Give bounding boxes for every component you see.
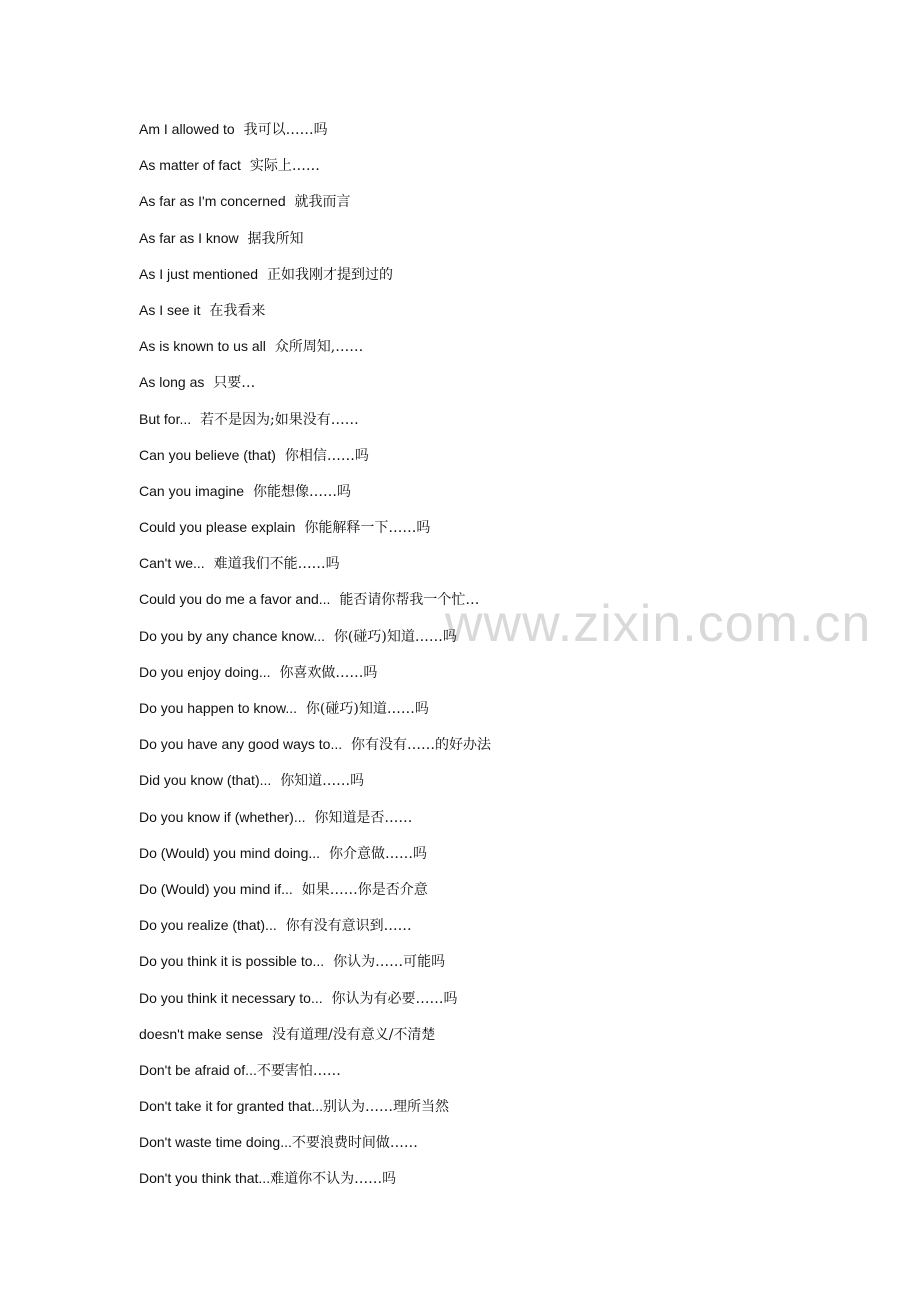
phrase-english: As I just mentioned [139,265,259,282]
phrase-row [139,116,491,152]
phrase-row [139,152,491,188]
phrase-separator [323,991,332,1007]
phrase-row [139,659,491,695]
phrase-chinese: 你认为……可能吗 [333,954,446,971]
phrase-chinese: 只要… [213,375,256,392]
phrase-row [139,623,491,659]
phrase-row [139,876,491,912]
phrase-separator [277,918,286,934]
phrase-english: As is known to us all [139,338,266,355]
phrase-chinese: 你喜欢做……吗 [279,664,378,681]
phrase-chinese: 实际上…… [249,158,320,175]
phrase-english: Do you think it is possible to... [139,953,325,970]
phrase-chinese: 正如我刚才提到过的 [266,266,393,283]
phrase-english: doesn't make sense [139,1025,264,1042]
phrase-row [139,1021,491,1057]
phrase-chinese: 别认为……理所当然 [323,1099,449,1116]
phrase-separator [286,194,295,210]
phrase-row [139,767,491,803]
phrase-row [139,1165,491,1201]
phrase-english: Do (Would) you mind if... [139,880,293,897]
phrase-english: Don't take it for granted that... [139,1098,323,1115]
phrase-chinese: 你知道是否…… [314,809,413,826]
phrase-english: Don't be afraid of... [139,1061,257,1078]
phrase-chinese: 你知道……吗 [280,773,365,790]
phrase-english: As matter of fact [139,157,241,174]
phrase-english: Do (Would) you mind doing... [139,844,321,861]
phrase-row [139,369,491,405]
phrase-english: Am I allowed to [139,121,235,137]
phrase-row [139,188,491,224]
phrase-english: Do you think it necessary to... [139,989,323,1006]
phrase-separator [205,556,214,572]
phrase-row [139,586,491,622]
phrase-chinese: 难道你不认为……吗 [270,1171,397,1188]
phrase-row [139,1057,491,1093]
phrase-row [139,912,491,948]
phrase-separator [204,375,213,391]
phrase-english: Can you believe (that) [139,446,276,463]
phrase-chinese: 能否请你帮我一个忙… [339,592,480,609]
phrase-english: Can't we... [139,555,205,572]
phrase-row [139,550,491,586]
phrase-row [139,804,491,840]
phrase-english: As long as [139,374,205,391]
phrase-chinese: 在我看来 [209,302,266,319]
phrase-row [139,840,491,876]
phrase-row [139,1129,491,1165]
phrase-separator [293,882,302,898]
phrase-english: As far as I know [139,229,239,246]
phrase-separator [266,339,275,355]
phrase-english: Did you know (that)... [139,772,272,789]
phrase-separator [325,629,334,645]
phrase-chinese: 你(碰巧)知道……吗 [305,701,429,717]
phrase-english: Don't you think that... [139,1170,271,1187]
phrase-chinese: 你能解释一下……吗 [304,520,431,537]
phrase-chinese: 若不是因为;如果没有…… [200,411,359,428]
phrase-chinese: 你有没有意识到…… [285,918,412,935]
phrase-row [139,442,491,478]
phrase-row [139,225,491,261]
phrase-row [139,406,491,442]
phrase-separator [263,1027,272,1043]
phrase-separator [235,122,244,138]
phrase-chinese: 难道我们不能……吗 [213,556,340,573]
phrase-chinese: 不要害怕…… [256,1062,341,1079]
phrase-separator [191,412,200,428]
phrase-row [139,297,491,333]
phrase-english: As far as I'm concerned [139,193,286,210]
phrase-chinese: 你认为有必要……吗 [331,990,458,1007]
phrase-row [139,695,491,731]
phrase-chinese: 如果……你是否介意 [301,881,428,898]
phrase-separator [276,448,285,464]
phrase-row [139,478,491,514]
phrase-separator [241,158,250,174]
phrase-separator [297,701,306,717]
phrase-english: Do you enjoy doing... [139,663,271,680]
phrase-chinese: 就我而言 [294,194,351,211]
phrase-separator [271,773,280,789]
phrase-separator [324,954,333,970]
phrase-separator [244,484,253,500]
phrase-row [139,1093,491,1129]
phrase-chinese: 你能想像……吗 [252,483,351,500]
phrase-list [139,116,491,1202]
phrase-english: Do you by any chance know... [139,627,325,644]
phrase-english: Can you imagine [139,482,245,499]
phrase-chinese: 你(碰巧)知道……吗 [333,628,457,645]
watermark: www.zixin.com.cn [445,595,872,653]
phrase-english: Do you happen to know... [139,700,297,716]
phrase-chinese: 我可以……吗 [243,122,328,138]
phrase-english: Do you have any good ways to... [139,736,343,753]
phrase-row [139,261,491,297]
phrase-chinese: 据我所知 [247,230,304,247]
phrase-english: Do you realize (that)... [139,917,277,934]
phrase-chinese: 不要浪费时间做…… [291,1135,418,1152]
phrase-english: Could you please explain [139,519,296,536]
phrase-chinese: 你有没有……的好办法 [351,737,492,754]
phrase-separator [239,231,248,247]
phrase-chinese: 众所周知,…… [274,339,364,356]
phrase-row [139,333,491,369]
phrase-separator [342,737,351,753]
phrase-english: Could you do me a favor and... [139,591,331,608]
phrase-row [139,514,491,550]
phrase-english: As I see it [139,301,201,318]
phrase-english: Do you know if (whether)... [139,808,306,825]
phrase-english: But for... [139,410,192,427]
phrase-row [139,731,491,767]
phrase-separator [258,267,267,283]
phrase-english: Don't waste time doing... [139,1134,292,1151]
phrase-chinese: 没有道理/没有意义/不清楚 [272,1026,436,1043]
phrase-separator [320,846,329,862]
phrase-chinese: 你相信……吗 [284,447,369,464]
phrase-row [139,948,491,984]
phrase-chinese: 你介意做……吗 [328,845,427,862]
phrase-row [139,985,491,1021]
